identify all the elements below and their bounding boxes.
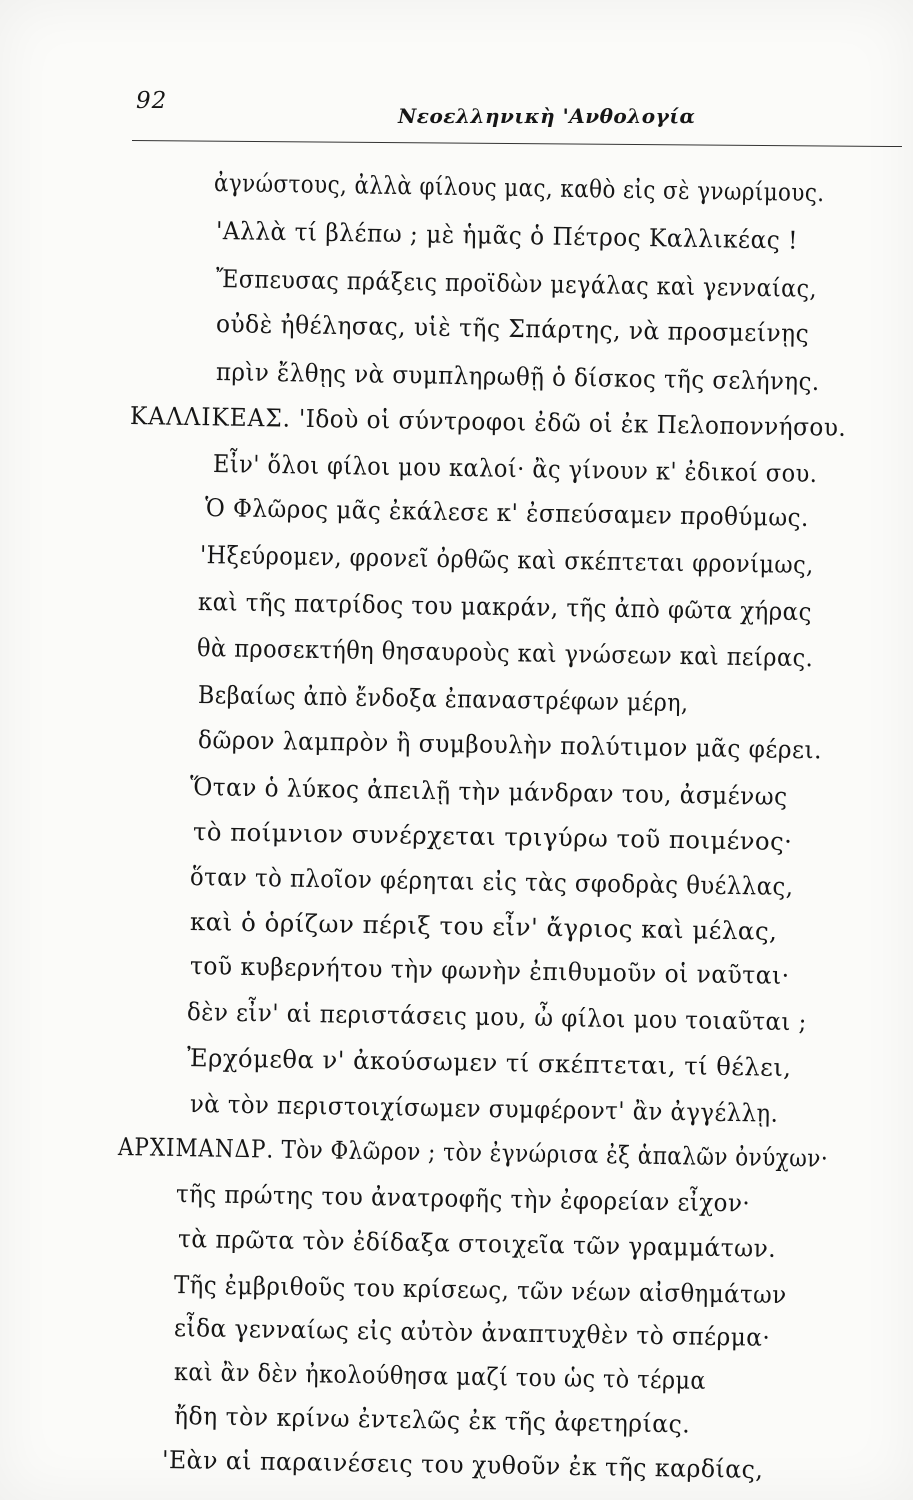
verse-text-line: 'Ηξεύρομεν, φρονεῖ ὀρθῶς καὶ σκέπτεται φρονίμως, (199, 540, 815, 580)
verse-line (190, 1089, 779, 1128)
verse-text-line: 'Εὰν αἱ παραινέσεις του χυθοῦν ἐκ τῆς καρδίας, (161, 1445, 764, 1484)
verse-text-line: τοῦ κυβερνήτου τὴν φωνὴν ἐπιθυμοῦν οἱ ναῦται· (189, 951, 790, 991)
verse-line (178, 1224, 777, 1263)
verse-text-line: τὸ ποίμνιον συνέρχεται τριγύρω τοῦ ποιμένος· (192, 816, 793, 856)
verse-text-line: 'Ιδοὺ οἱ σύντροφοι ἐδῶ οἱ ἐκ Πελοποννήσου. (298, 403, 847, 442)
verse-line (190, 951, 790, 990)
verse-line (197, 633, 814, 672)
speaker-name: ΑΡΧΙΜΑΝΔΡ. (117, 1132, 275, 1164)
verse-line (187, 1043, 792, 1082)
verse-line (198, 680, 689, 717)
verse-line (130, 401, 847, 442)
verse-text-line: οὐδὲ ἠθέλησας, υἱὲ τῆς Σπάρτης, νὰ προσμείνῃς (215, 309, 810, 348)
verse-text-line: Ἐρχόμεθα ν' ἀκούσωμεν τί σκέπτεται, τί θέλει, (186, 1043, 792, 1083)
verse-text-line: ἀγνώστους, ἀλλὰ φίλους μας, καθὸ εἰς σὲ γνωρίμους. (213, 168, 825, 208)
verse-text-line: καὶ ἂν δὲν ἠκολούθησα μαζί του ὡς τὸ τέρμα (173, 1356, 707, 1395)
verse-text-line: Εἶν' ὅλοι φίλοι μου καλοί· ἂς γίνουν κ' ἐδικοί σου. (212, 449, 818, 489)
speaker-name: ΚΑΛΛΙΚΕΑΣ. (129, 401, 292, 433)
verse-line (190, 772, 788, 811)
verse-line (216, 357, 820, 396)
verse-line (193, 817, 793, 856)
verse-line (190, 907, 778, 946)
verse-line (162, 1445, 764, 1484)
verse-text-line: νὰ τὸν περιστοιχίσωμεν συμφέροντ' ἂν ἀγγέλλῃ. (189, 1088, 779, 1128)
verse-line (205, 493, 809, 532)
verse-line (216, 264, 818, 303)
verse-text-line: Τὸν Φλῶρον ; τὸν ἐγνώρισα ἐξ ἁπαλῶν ὀνύχων· (281, 1135, 829, 1174)
verse-line (187, 997, 807, 1036)
verse-line (214, 168, 825, 207)
verse-text-line: τῆς πρώτης του ἀνατροφῆς τὴν ἐφορείαν εἶχον· (175, 1178, 751, 1218)
verse-text-line: Τῆς ἐμβριθοῦς του κρίσεως, τῶν νέων αἰσθημάτων (173, 1269, 787, 1309)
verse-line (176, 1179, 751, 1218)
verse-text-line: εἶδα γενναίως εἰς αὐτὸν ἀναπτυχθὲν τὸ σπέρμα· (173, 1313, 771, 1353)
verse-line (198, 725, 822, 764)
verse-text-line: καὶ ὁ ὁρίζων πέριξ του εἶν' ἄγριος καὶ μέλας, (189, 906, 778, 946)
verse-text-line: καὶ τῆς πατρίδος του μακράν, τῆς ἀπὸ φῶτα χήρας (197, 586, 813, 626)
verse-text-line: ἤδη τὸν κρίνω ἐντελῶς ἐκ τῆς ἀφετηρίας. (173, 1401, 691, 1439)
verse-text-line: πρὶν ἔλθῃς νὰ συμπληρωθῇ ὁ δίσκος τῆς σελήνης. (215, 357, 820, 397)
verse-text-line: Ὅταν ὁ λύκος ἀπειλῇ τὴν μάνδραν του, ἀσμένως (189, 772, 788, 812)
verse-text-line: Ὁ Φλῶρος μᾶς ἐκάλεσε κ' ἐσπεύσαμεν προθύμως. (204, 492, 810, 532)
verse-line (174, 1270, 787, 1309)
verse-line (198, 587, 812, 626)
verse-text-line: θὰ προσεκτήθη θησαυροὺς καὶ γνώσεων καὶ πείρας. (196, 633, 814, 673)
verse-line (190, 862, 794, 901)
running-title: Νεοελληνικὴ 'Ανθολογία (398, 104, 696, 128)
verse-line (216, 216, 798, 255)
verse-line (200, 540, 814, 579)
verse-line (174, 1357, 706, 1395)
verse-line (174, 1401, 691, 1439)
verse-text-line: ὅταν τὸ πλοῖον φέρηται εἰς τὰς σφοδρὰς θυέλλας, (189, 862, 794, 902)
page-number: 92 (136, 88, 168, 114)
verse-text-line: Βεβαίως ἀπὸ ἔνδοξα ἐπαναστρέφων μέρη, (197, 679, 689, 717)
verse-text-line: δὲν εἶν' αἱ περιστάσεις μου, ὦ φίλοι μου τοιαῦται ; (186, 996, 808, 1037)
verse-text-line: Ἔσπευσας πράξεις προϊδὼν μεγάλας καὶ γενναίας, (215, 263, 818, 303)
verse-text-line: τὰ πρῶτα τὸν ἐδίδαξα στοιχεῖα τῶν γραμμάτων. (177, 1224, 777, 1264)
verse-text-line: δῶρον λαμπρὸν ἢ συμβουλὴν πολύτιμον μᾶς φέρει. (197, 725, 823, 765)
verse-line (174, 1313, 771, 1352)
verse-line (118, 1132, 829, 1173)
verse-line (213, 449, 818, 488)
verse-line (216, 309, 810, 348)
verse-text-line: 'Αλλὰ τί βλέπω ; μὲ ἡμᾶς ὁ Πέτρος Καλλικέας ! (215, 216, 799, 255)
